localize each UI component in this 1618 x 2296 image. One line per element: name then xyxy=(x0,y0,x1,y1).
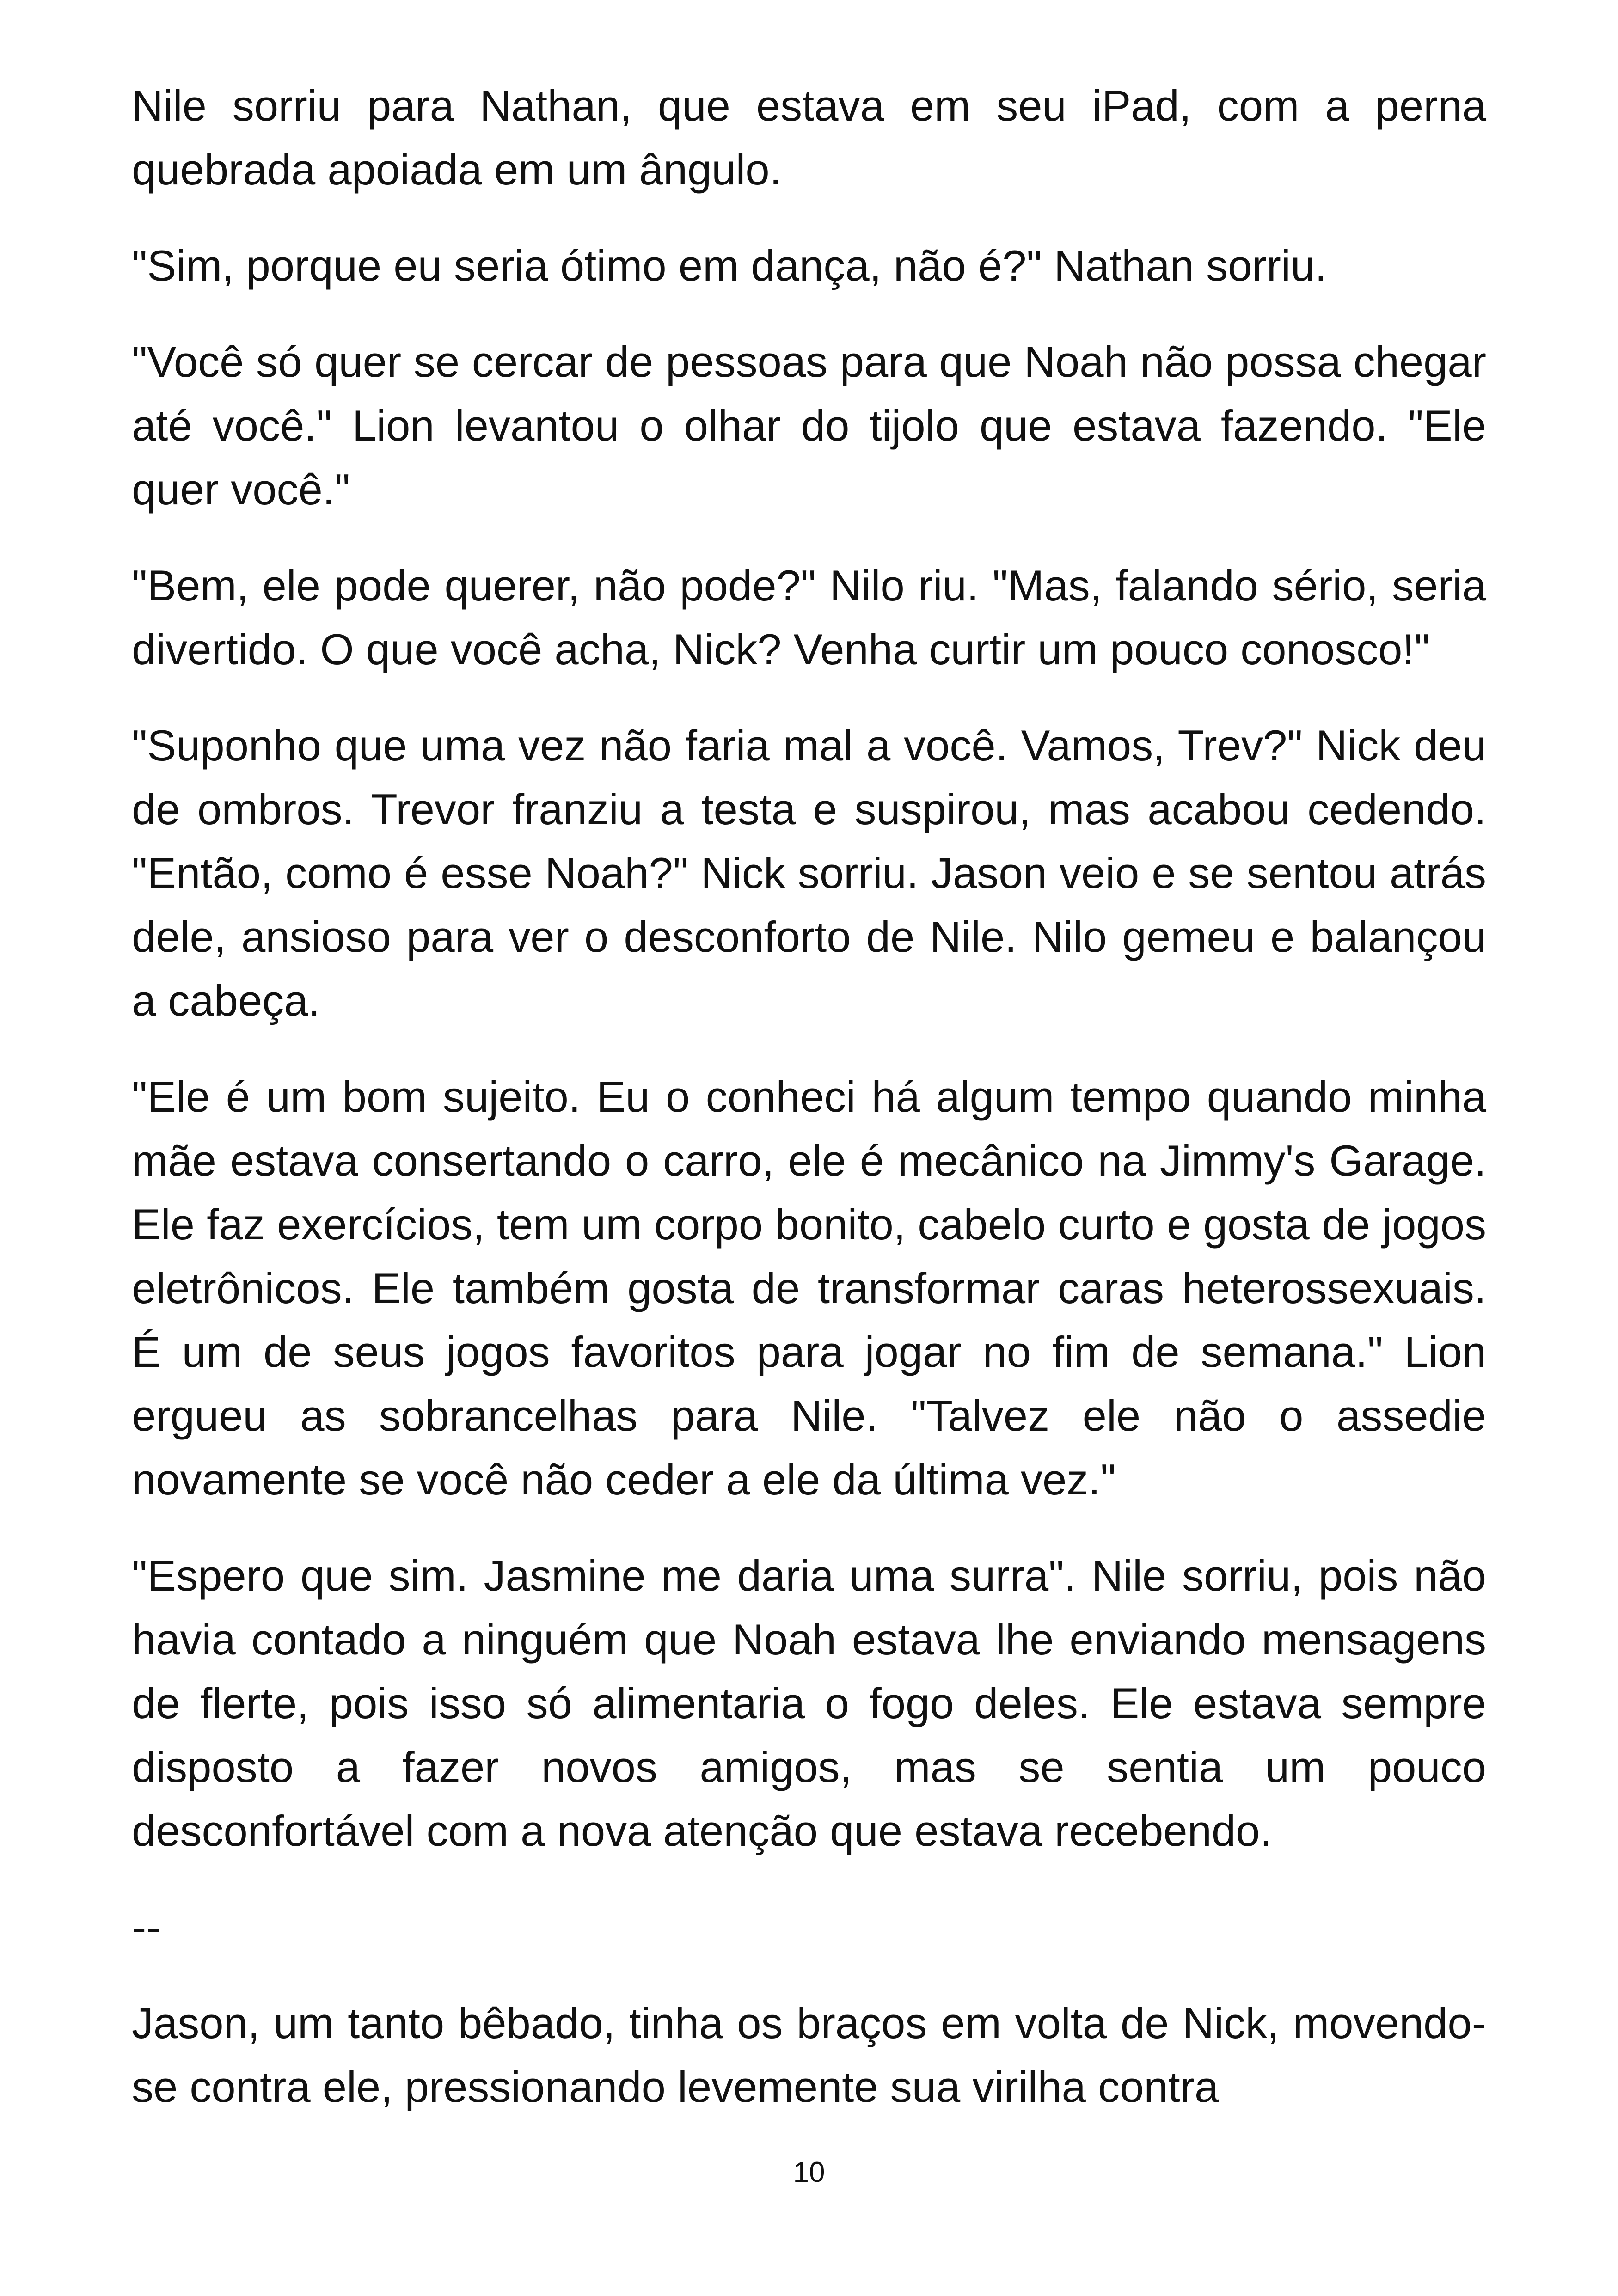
body-text xyxy=(132,74,1486,2151)
page-number: 10 xyxy=(793,2156,825,2188)
scene-separator: -- xyxy=(132,1903,161,1951)
paragraph-8: Jason, um tanto bêbado, tinha os braços em volta de Nick, movendo-se contra ele, pressionando levemente sua virilha contra xyxy=(132,1999,1486,2111)
paragraph-2: "Sim, porque eu seria ótimo em dança, não é?" Nathan sorriu. xyxy=(132,241,1327,290)
paragraph-5: "Suponho que uma vez não faria mal a você. Vamos, Trev?" Nick deu de ombros. Trevor franziu a testa e suspirou, mas acabou cedendo. "Então, como é esse Noah?" Nick sorriu. Jason veio e se sentou atrás dele, ansioso para ver o desconforto de Nile. Nilo gemeu e balançou a cabeça. xyxy=(132,721,1486,1025)
paragraph-4: "Bem, ele pode querer, não pode?" Nilo riu. "Mas, falando sério, seria divertido. O que você acha, Nick? Venha curtir um pouco conosco!" xyxy=(132,561,1486,673)
paragraph-6: "Ele é um bom sujeito. Eu o conheci há algum tempo quando minha mãe estava consertando o carro, ele é mecânico na Jimmy's Garage. Ele faz exercícios, tem um corpo bonito, cabelo curto e gosta de jogos eletrônicos. Ele também gosta de transformar caras heterossexuais. É um de seus jogos favoritos para jogar no fim de semana." Lion ergueu as sobrancelhas para Nile. "Talvez ele não o assedie novamente se você não ceder a ele da última vez." xyxy=(132,1072,1486,1504)
paragraph-7: "Espero que sim. Jasmine me daria uma surra". Nile sorriu, pois não havia contado a ninguém que Noah estava lhe enviando mensagens de flerte, pois isso só alimentaria o fogo deles. Ele estava sempre disposto a fazer novos amigos, mas se sentia um pouco desconfortável com a nova atenção que estava recebendo. xyxy=(132,1551,1486,1855)
paragraph-3: "Você só quer se cercar de pessoas para que Noah não possa chegar até você." Lion levantou o olhar do tijolo que estava fazendo. "Ele quer você." xyxy=(132,337,1486,514)
paragraph-1: Nile sorriu para Nathan, que estava em seu iPad, com a perna quebrada apoiada em um ângulo. xyxy=(132,81,1486,194)
